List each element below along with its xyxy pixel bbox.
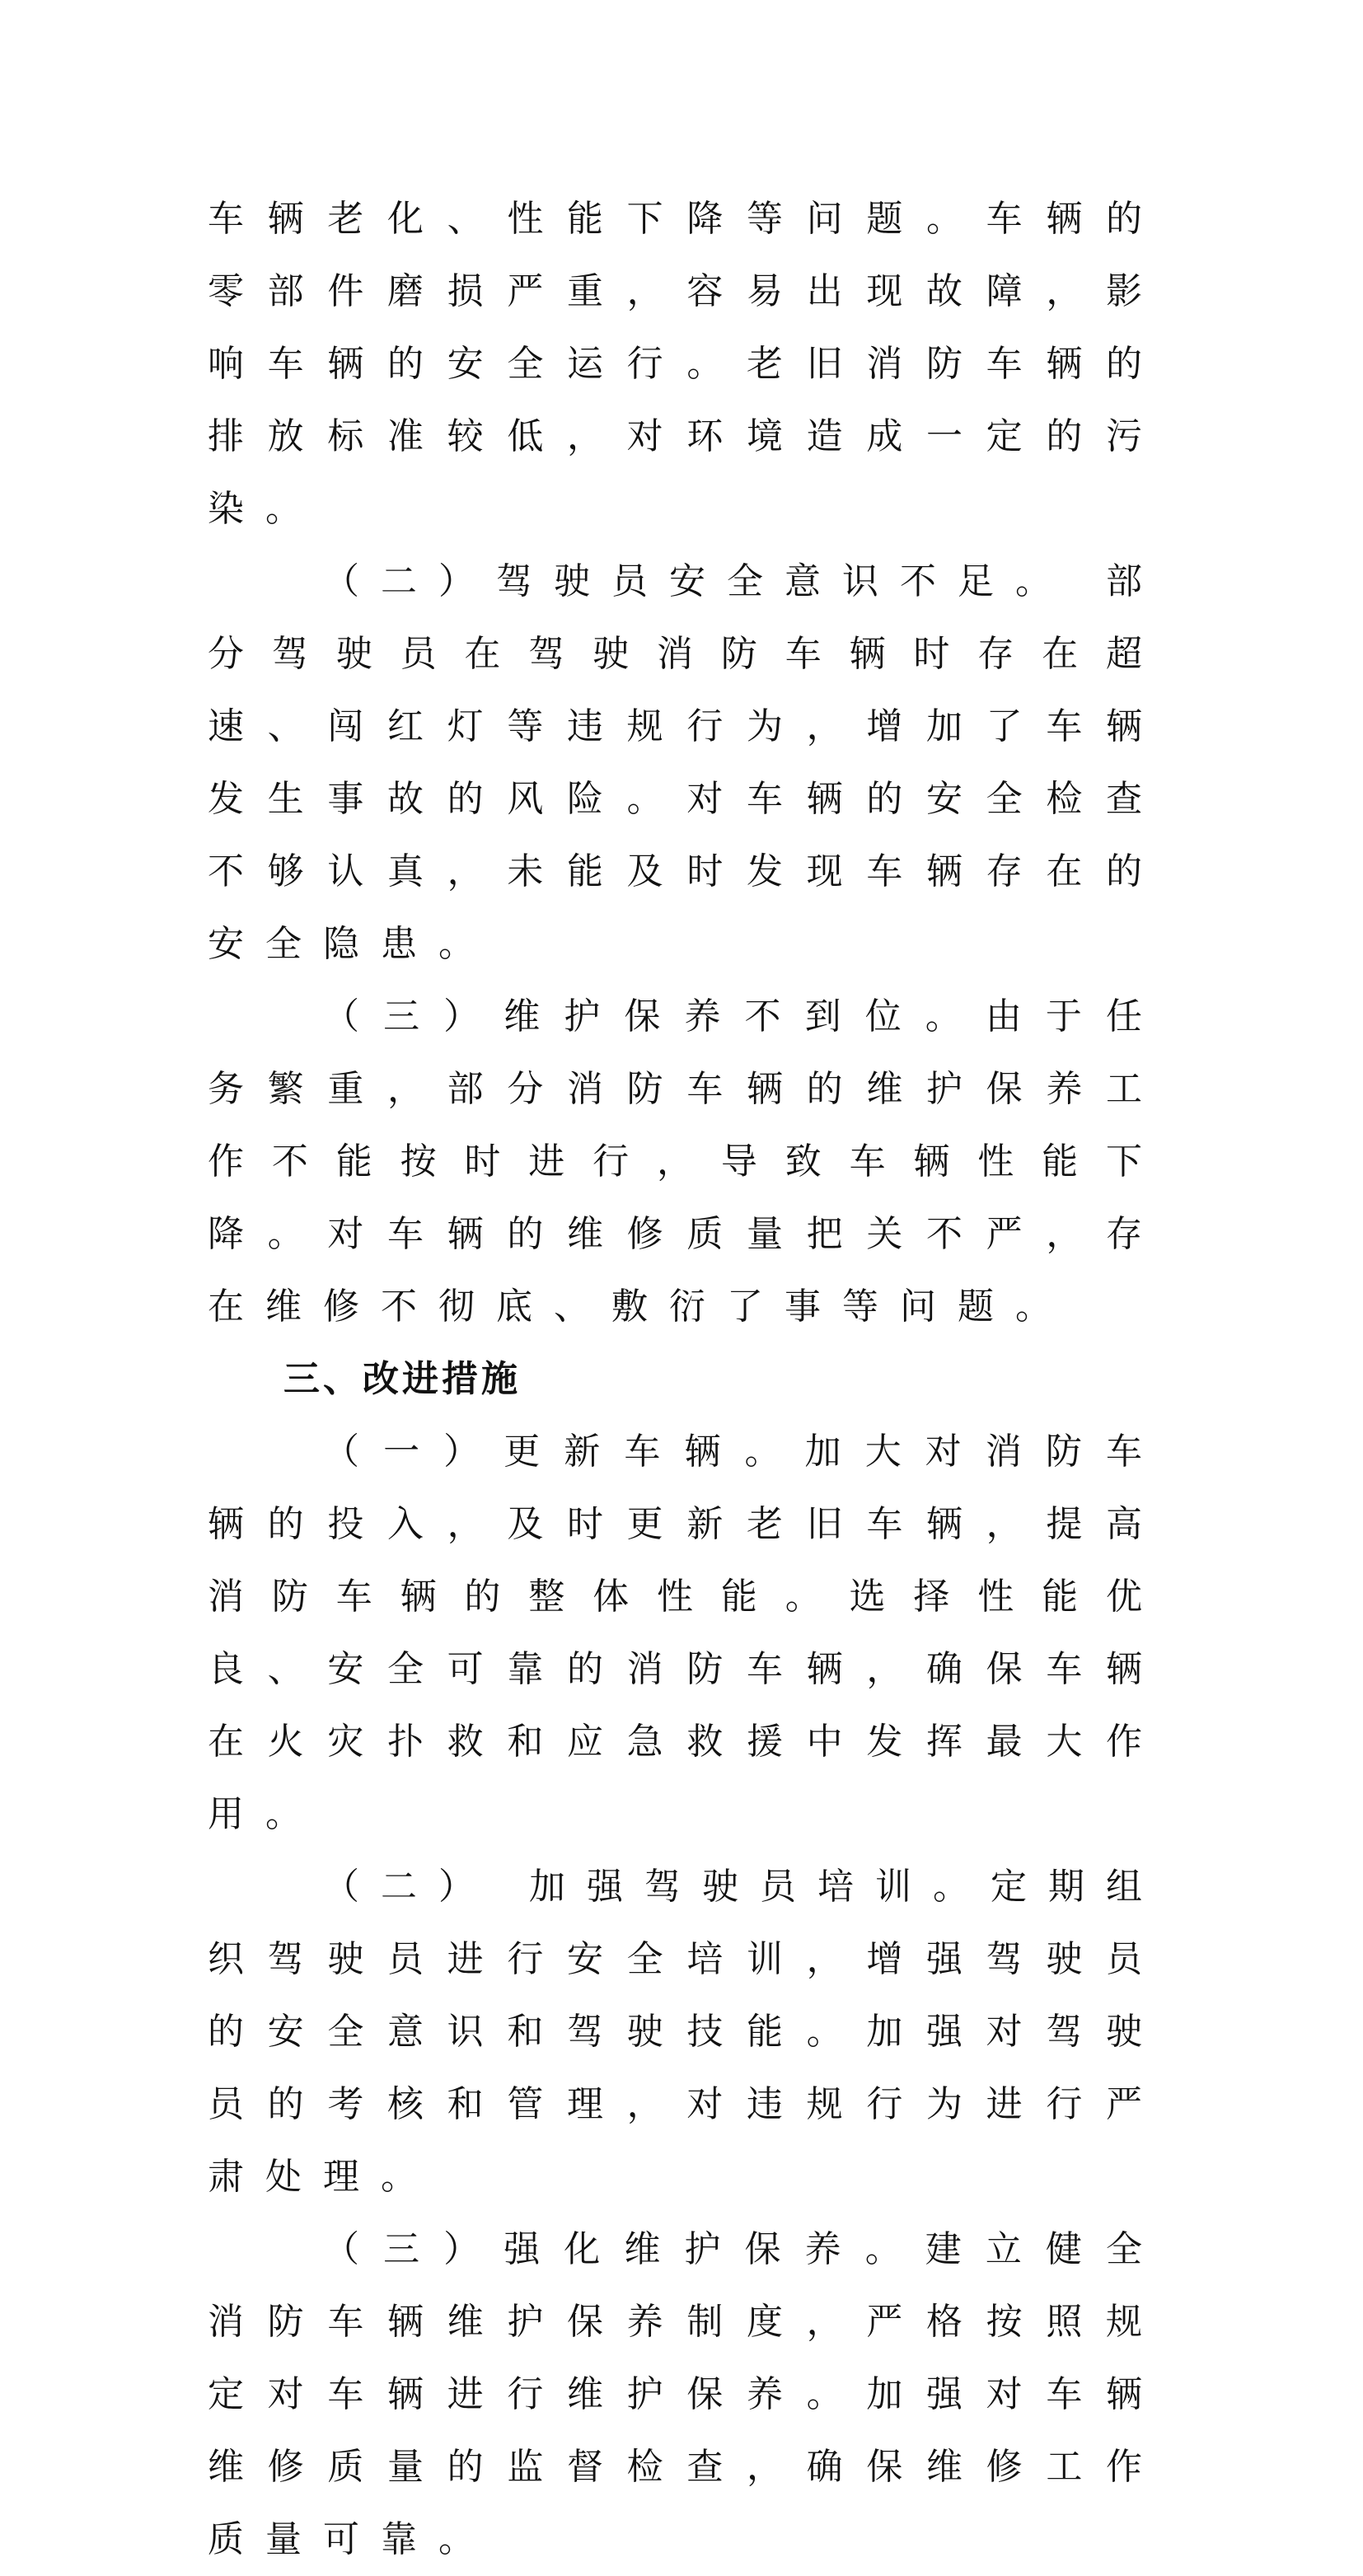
paragraph-continuation: 车辆老化、性能下降等问题。车辆的零部件磨损严重，容易出现故障，影响车辆的安全运行。老旧消防车辆的排放标准较低，对环境造成一定的污染。	[208, 198, 1164, 530]
document-page	[208, 183, 1164, 2576]
paragraph-maintenance-issues: （三）维护保养不到位。由于任务繁重，部分消防车辆的维护保养工作不能按时进行，导致车辆性能下降。对车辆的维修质量把关不严，存在维修不彻底、敷衍了事等问题。	[208, 995, 1164, 1328]
paragraph-update-vehicles: （一）更新车辆。加大对消防车辆的投入，及时更新老旧车辆，提高消防车辆的整体性能。选择性能优良、安全可靠的消防车辆，确保车辆在火灾扑救和应急救援中发挥最大作用。	[208, 1431, 1164, 1835]
paragraph-driver-safety-awareness: （二）驾驶员安全意识不足。 部分驾驶员在驾驶消防车辆时存在超速、闯红灯等违规行为，增加了车辆发生事故的风险。对车辆的安全检查不够认真，未能及时发现车辆存在的安全隐患。	[208, 560, 1164, 965]
paragraph-driver-training: （二） 加强驾驶员培训。定期组织驾驶员进行安全培训，增强驾驶员的安全意识和驾驶技能。加强对驾驶员的考核和管理，对违规行为进行严肃处理。	[208, 1866, 1164, 2198]
paragraph-strengthen-maintenance: （三）强化维护保养。建立健全消防车辆维护保养制度，严格按照规定对车辆进行维护保养。加强对车辆维修质量的监督检查，确保维修工作质量可靠。	[208, 2228, 1164, 2560]
section-heading-improvement-measures: 三、改进措施	[283, 1358, 521, 1400]
